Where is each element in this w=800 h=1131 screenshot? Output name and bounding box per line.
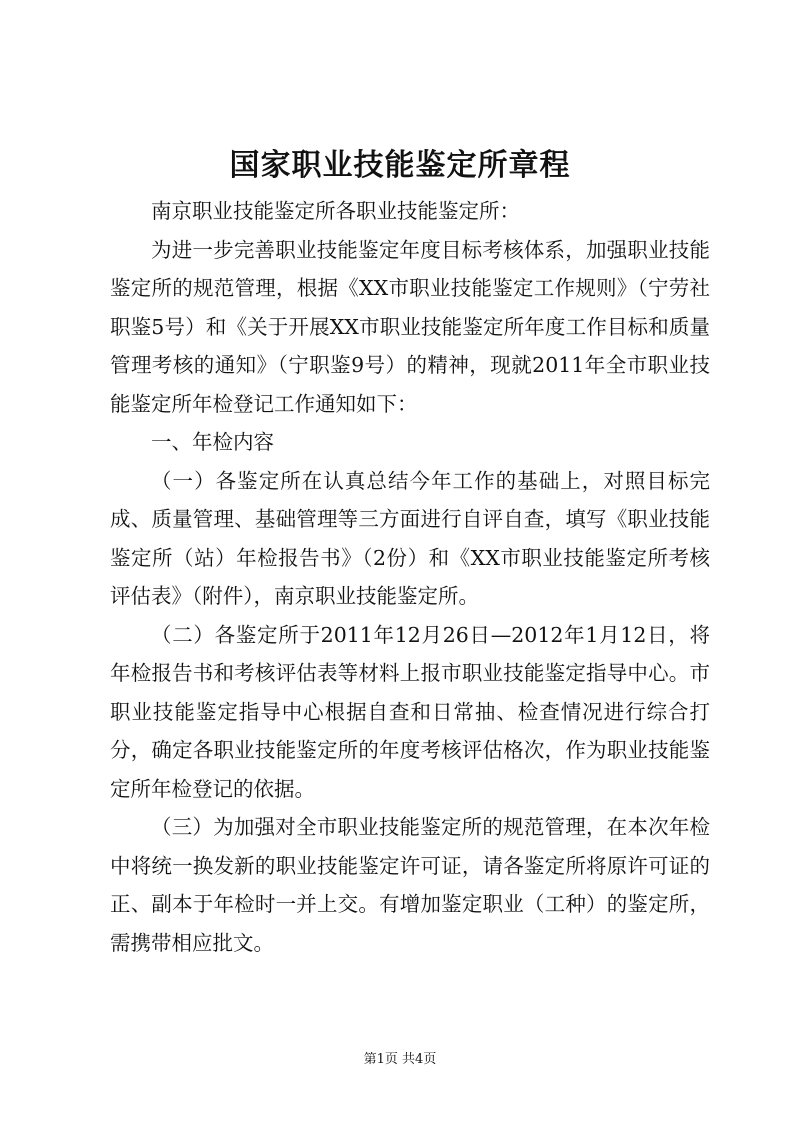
page-number-footer: 第1页 共4页	[363, 1052, 437, 1067]
document-title: 国家职业技能鉴定所章程	[229, 148, 571, 183]
document-body	[110, 192, 710, 962]
item-3-paragraph: （三）为加强对全市职业技能鉴定所的规范管理，在本次年检中将统一换发新的职业技能鉴定许可证，请各鉴定所将原许可证的正、副本于年检时一并上交。有增加鉴定职业（工种）的鉴定所，需携带相应批文。	[110, 815, 710, 955]
intro-paragraph: 为进一步完善职业技能鉴定年度目标考核体系，加强职业技能鉴定所的规范管理，根据《XX市职业技能鉴定工作规则》（宁劳社职鉴5号）和《关于开展XX市职业技能鉴定所年度工作目标和质量管理考核的通知》（宁职鉴9号）的精神，现就2011年全市职业技能鉴定所年检登记工作通知如下：	[110, 237, 710, 416]
item-2-paragraph: （二）各鉴定所于2011年12月26日—2012年1月12日，将年检报告书和考核评估表等材料上报市职业技能鉴定指导中心。市职业技能鉴定指导中心根据自查和日常抽、检查情况进行综合打分，确定各职业技能鉴定所的年度考核评估格次，作为职业技能鉴定所年检登记的依据。	[110, 622, 710, 801]
salutation-paragraph: 南京职业技能鉴定所各职业技能鉴定所：	[151, 199, 520, 223]
section-heading: 一、年检内容	[151, 430, 274, 454]
item-1-paragraph: （一）各鉴定所在认真总结今年工作的基础上，对照目标完成、质量管理、基础管理等三方面进行自评自查，填写《职业技能鉴定所（站）年检报告书》（2份）和《XX市职业技能鉴定所考核评估表》（附件），南京职业技能鉴定所。	[110, 468, 710, 608]
